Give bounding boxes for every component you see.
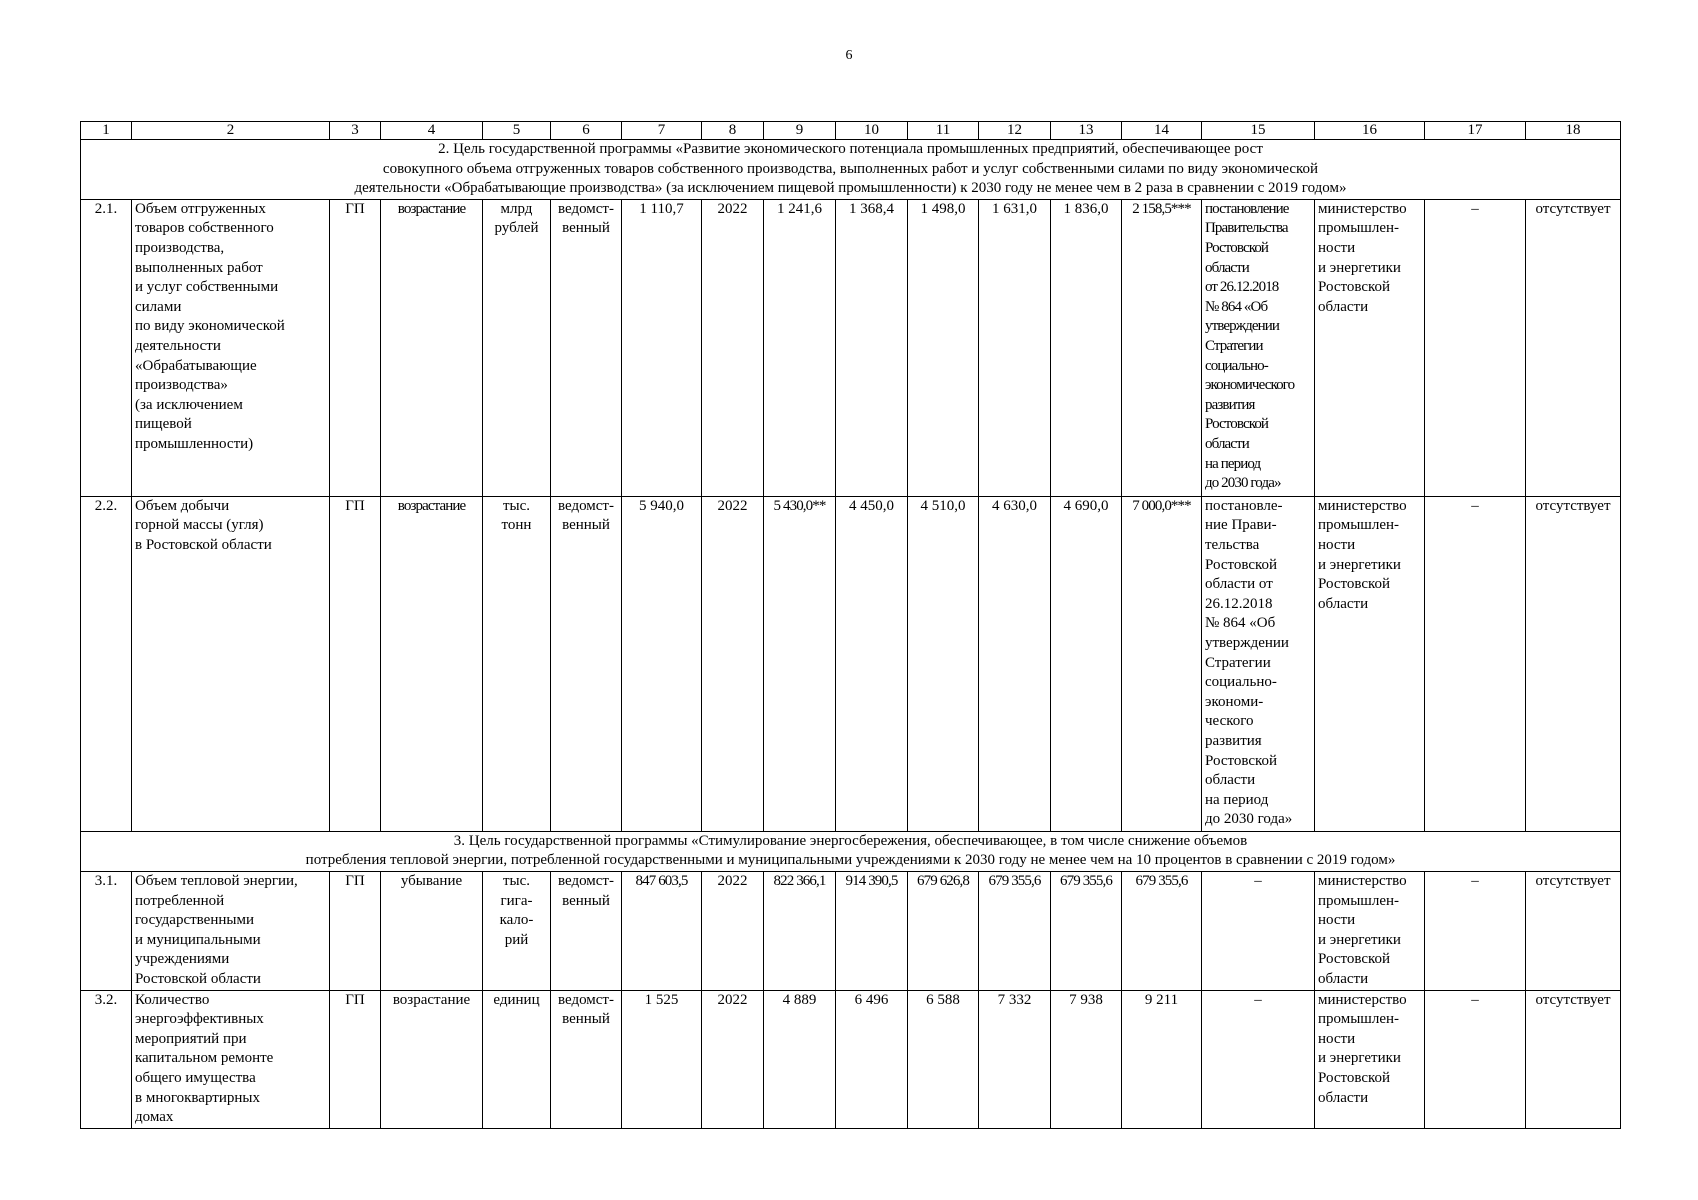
column-number: 15 (1202, 122, 1315, 140)
column-number: 5 (483, 122, 551, 140)
value-col-14: 679 355,6 (1122, 871, 1202, 990)
indicator-type: ГП (330, 990, 381, 1128)
value-col-12: 7 332 (979, 990, 1051, 1128)
value-col-11: 1 498,0 (908, 199, 979, 496)
table-row (81, 990, 1621, 1128)
base-value: 5 940,0 (622, 496, 702, 831)
value-col-13: 1 836,0 (1051, 199, 1122, 496)
indicator-name: Количество энергоэффективных мероприятий при капитальном ремонте общего имущества в многоквартирных домах (132, 990, 330, 1128)
document-basis: – (1202, 871, 1315, 990)
column-18-value: отсутствует (1526, 496, 1621, 831)
indicator-type: ГП (330, 199, 381, 496)
base-year: 2022 (702, 199, 764, 496)
base-year: 2022 (702, 871, 764, 990)
row-number: 2.1. (81, 199, 132, 496)
value-col-9: 5 430,0** (764, 496, 836, 831)
column-number: 12 (979, 122, 1051, 140)
section-heading-line: совокупного объема отгруженных товаров собственного производства, выполненных работ и услуг собственными силами по виду экономической (382, 160, 1319, 177)
column-number: 7 (622, 122, 702, 140)
value-col-10: 914 390,5 (836, 871, 908, 990)
responsible-body: министерство промышлен- ности и энергетики Ростовской области (1315, 990, 1425, 1128)
value-col-12: 4 630,0 (979, 496, 1051, 831)
column-18-value: отсутствует (1526, 990, 1621, 1128)
indicator-name: Объем отгруженных товаров собственного производства, выполненных работ и услуг собственными силами по виду экономической деятельности «Обрабатывающие производства» (за исключением пищевой промышленности) (132, 199, 330, 496)
value-col-10: 6 496 (836, 990, 908, 1128)
value-col-10: 4 450,0 (836, 496, 908, 831)
column-17-value: – (1425, 990, 1526, 1128)
section-heading-line: 3. Цель государственной программы «Стимулирование энергосбережения, обеспечивающее, в том числе снижение объемов (453, 832, 1248, 849)
column-17-value: – (1425, 871, 1526, 990)
indicator-type: ГП (330, 496, 381, 831)
column-number-row (81, 122, 1621, 140)
indicators-table (80, 121, 1621, 1129)
unit: тыс. гига- кало- рий (483, 871, 551, 990)
base-year: 2022 (702, 496, 764, 831)
value-col-14: 7 000,0*** (1122, 496, 1202, 831)
column-number: 14 (1122, 122, 1202, 140)
column-number: 6 (551, 122, 622, 140)
section-heading-line: 2. Цель государственной программы «Развитие экономического потенциала промышленных предприятий, обеспечивающее рост (438, 141, 1263, 157)
base-value: 1 525 (622, 990, 702, 1128)
section-heading-row (81, 140, 1621, 200)
value-col-12: 1 631,0 (979, 199, 1051, 496)
section-heading-row (81, 831, 1621, 871)
value-col-9: 1 241,6 (764, 199, 836, 496)
column-number: 8 (702, 122, 764, 140)
column-number: 13 (1051, 122, 1122, 140)
column-number: 9 (764, 122, 836, 140)
row-number: 3.2. (81, 990, 132, 1128)
indicator-trend: убывание (381, 871, 483, 990)
indicator-name: Объем тепловой энергии, потребленной государственными и муниципальными учреждениями Ростовской области (132, 871, 330, 990)
document-basis: постановление Правительства Ростовской области от 26.12.2018 № 864 «Об утверждении Стратегии социально- экономического развития Ростовской области на период до 2030 года» (1202, 199, 1315, 496)
column-number: 10 (836, 122, 908, 140)
indicator-trend: возрастание (381, 990, 483, 1128)
column-18-value: отсутствует (1526, 871, 1621, 990)
column-number: 3 (330, 122, 381, 140)
unit: единиц (483, 990, 551, 1128)
value-col-9: 4 889 (764, 990, 836, 1128)
row-number: 3.1. (81, 871, 132, 990)
section-heading-line: деятельности «Обрабатывающие производства» (за исключением пищевой промышленности) к 2030 году не менее чем в 2 раза в сравнении с 2019 годом» (354, 180, 1347, 197)
column-number: 2 (132, 122, 330, 140)
value-col-13: 7 938 (1051, 990, 1122, 1128)
section-2-heading (81, 140, 1621, 200)
responsible-body: министерство промышлен- ности и энергетики Ростовской области (1315, 871, 1425, 990)
column-number: 4 (381, 122, 483, 140)
table-row (81, 871, 1621, 990)
document-basis: – (1202, 990, 1315, 1128)
value-col-13: 4 690,0 (1051, 496, 1122, 831)
unit: тыс. тонн (483, 496, 551, 831)
value-col-10: 1 368,4 (836, 199, 908, 496)
indicator-type: ГП (330, 871, 381, 990)
responsible-body: министерство промышлен- ности и энергетики Ростовской области (1315, 199, 1425, 496)
value-col-11: 679 626,8 (908, 871, 979, 990)
value-col-11: 4 510,0 (908, 496, 979, 831)
table-row (81, 496, 1621, 831)
base-value: 847 603,5 (622, 871, 702, 990)
base-year: 2022 (702, 990, 764, 1128)
source: ведомст- венный (551, 496, 622, 831)
page-number: 6 (845, 48, 853, 63)
indicator-trend: возрастание (381, 199, 483, 496)
document-basis: постановле- ние Прави- тельства Ростовской области от 26.12.2018 № 864 «Об утверждении Стратегии социально- экономи- ческого развития Ростовской области на период до 2030 года» (1202, 496, 1315, 831)
column-18-value: отсутствует (1526, 199, 1621, 496)
source: ведомст- венный (551, 199, 622, 496)
value-col-14: 2 158,5*** (1122, 199, 1202, 496)
base-value: 1 110,7 (622, 199, 702, 496)
value-col-14: 9 211 (1122, 990, 1202, 1128)
table-row (81, 199, 1621, 496)
value-col-12: 679 355,6 (979, 871, 1051, 990)
column-number: 16 (1315, 122, 1425, 140)
value-col-13: 679 355,6 (1051, 871, 1122, 990)
source: ведомст- венный (551, 871, 622, 990)
column-17-value: – (1425, 199, 1526, 496)
value-col-9: 822 366,1 (764, 871, 836, 990)
source: ведомст- венный (551, 990, 622, 1128)
column-number: 17 (1425, 122, 1526, 140)
section-3-heading (81, 831, 1621, 871)
indicator-trend: возрастание (381, 496, 483, 831)
value-col-11: 6 588 (908, 990, 979, 1128)
column-17-value: – (1425, 496, 1526, 831)
row-number: 2.2. (81, 496, 132, 831)
section-heading-line: потребления тепловой энергии, потребленной государственными и муниципальными учреждениями к 2030 году не менее чем на 10 процентов в сравнении с 2019 годом» (305, 852, 1396, 869)
column-number: 11 (908, 122, 979, 140)
indicator-name: Объем добычи горной массы (угля) в Ростовской области (132, 496, 330, 831)
responsible-body: министерство промышлен- ности и энергетики Ростовской области (1315, 496, 1425, 831)
column-number: 18 (1526, 122, 1621, 140)
unit: млрд рублей (483, 199, 551, 496)
column-number: 1 (81, 122, 132, 140)
